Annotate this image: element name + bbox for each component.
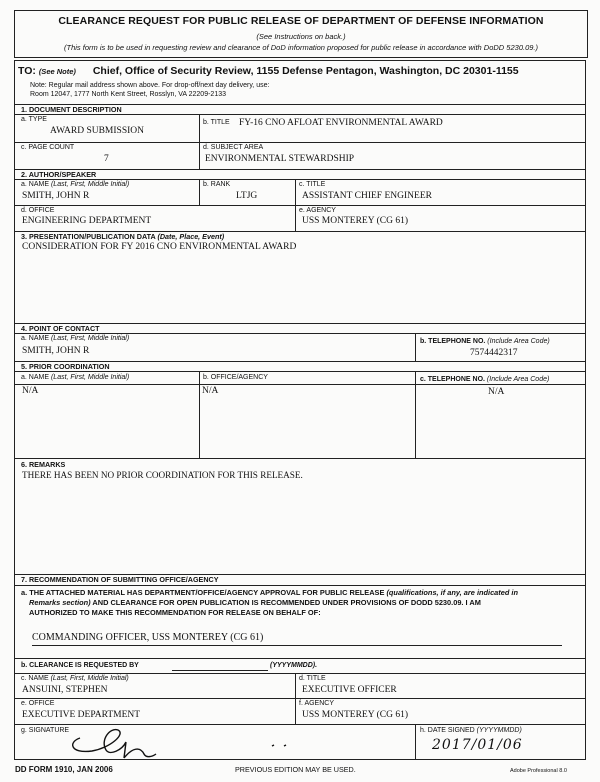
doc-type-label: a. TYPE <box>21 116 47 123</box>
author-title-label: c. TITLE <box>299 181 326 188</box>
author-name-label: a. NAME (Last, First, Middle Initial) <box>21 181 130 188</box>
delivery-note-line2: Room 12047, 1777 North Kent Street, Rosslyn, VA 22209-2133 <box>30 91 226 98</box>
recommender-agency-label: f. AGENCY <box>299 700 335 707</box>
recommendation-line2: Remarks section) AND CLEARANCE FOR OPEN PUBLICATION IS RECOMMENDED UNDER PROVISIONS OF DODD 5230.09. I AM <box>29 598 481 607</box>
prior-phone-label: c. TELEPHONE NO. (Include Area Code) <box>420 376 550 383</box>
subject-area-label: d. SUBJECT AREA <box>203 144 264 151</box>
subject-area-field[interactable]: ENVIRONMENTAL STEWARDSHIP <box>205 154 355 164</box>
date-signed-label: h. DATE SIGNED (YYYYMMDD) <box>420 727 522 734</box>
doc-type-field[interactable]: AWARD SUBMISSION <box>50 126 144 136</box>
recommendation-line1: a. THE ATTACHED MATERIAL HAS DEPARTMENT/OFFICE/AGENCY APPROVAL FOR PUBLIC RELEASE (qualifications, if any, are indicated in <box>21 588 519 597</box>
page-count-label: c. PAGE COUNT <box>21 144 75 151</box>
prior-name-label: a. NAME (Last, First, Middle Initial) <box>21 374 130 381</box>
page-count-field[interactable]: 7 <box>104 154 109 164</box>
prior-name-field[interactable]: N/A <box>22 386 39 396</box>
recommender-title-label: d. TITLE <box>299 675 326 682</box>
section-1-title: 1. DOCUMENT DESCRIPTION <box>21 105 122 114</box>
prior-office-label: b. OFFICE/AGENCY <box>203 374 268 381</box>
form-title: CLEARANCE REQUEST FOR PUBLIC RELEASE OF DEPARTMENT OF DEFENSE INFORMATION <box>58 15 544 27</box>
handwritten-signature[interactable] <box>40 724 300 760</box>
recommender-office-field[interactable]: EXECUTIVE DEPARTMENT <box>22 710 141 720</box>
author-office-field[interactable]: ENGINEERING DEPARTMENT <box>22 216 152 226</box>
remarks-field[interactable]: THERE HAS BEEN NO PRIOR COORDINATION FOR THIS RELEASE. <box>22 470 303 480</box>
rank-label: b. RANK <box>203 181 231 188</box>
section-5-title: 5. PRIOR COORDINATION <box>21 362 110 371</box>
signature-label: g. SIGNATURE <box>21 727 70 734</box>
recommender-name-label: c. NAME (Last, First, Middle Initial) <box>21 675 129 682</box>
author-agency-field[interactable]: USS MONTEREY (CG 61) <box>302 216 408 226</box>
section-7-title: 7. RECOMMENDATION OF SUBMITTING OFFICE/AGENCY <box>21 575 219 584</box>
to-label: TO: <box>18 65 36 77</box>
recommender-name-field[interactable]: ANSUINI, STEPHEN <box>22 685 108 695</box>
recommender-agency-field[interactable]: USS MONTEREY (CG 61) <box>302 710 408 720</box>
presentation-data-field[interactable]: CONSIDERATION FOR FY 2016 CNO ENVIRONMENTAL AWARD <box>22 242 297 252</box>
recommendation-line3: AUTHORIZED TO MAKE THIS RECOMMENDATION FOR RELEASE ON BEHALF OF: <box>29 608 321 617</box>
recommender-title-field[interactable]: EXECUTIVE OFFICER <box>302 685 397 695</box>
edition-note: PREVIOUS EDITION MAY BE USED. <box>235 765 356 774</box>
form-purpose: (This form is to be used in requesting review and clearance of DoD information proposed for public release in accordance with DoDD 5230.09.) <box>64 43 538 52</box>
section-2-title: 2. AUTHOR/SPEAKER <box>21 170 97 179</box>
section-3-title: 3. PRESENTATION/PUBLICATION DATA (Date, Place, Event) <box>21 232 225 241</box>
section-4-title: 4. POINT OF CONTACT <box>21 324 100 333</box>
delivery-note <box>30 81 269 99</box>
recommender-office-label: e. OFFICE <box>21 700 55 707</box>
poc-name-field[interactable]: SMITH, JOHN R <box>22 346 90 356</box>
to-address: Chief, Office of Security Review, 1155 Defense Pentagon, Washington, DC 20301-1155 <box>92 65 519 77</box>
author-name-field[interactable]: SMITH, JOHN R <box>22 191 90 201</box>
form-subtitle: (See Instructions on back.) <box>256 32 346 41</box>
software-note: Adobe Professional 8.0 <box>510 768 567 774</box>
delivery-note-line1: Note: Regular mail address shown above. For drop-off/next day delivery, use: <box>30 82 270 89</box>
form-header <box>14 10 588 58</box>
author-office-label: d. OFFICE <box>21 207 55 214</box>
to-note: (See Note) <box>38 67 76 76</box>
doc-title-label: b. TITLE <box>203 119 230 126</box>
author-title-field[interactable]: ASSISTANT CHIEF ENGINEER <box>302 191 432 201</box>
doc-title-field[interactable]: FY-16 CNO AFLOAT ENVIRONMENTAL AWARD <box>239 118 443 128</box>
poc-phone-label: b. TELEPHONE NO. (Include Area Code) <box>420 338 550 345</box>
form-id: DD FORM 1910, JAN 2006 <box>15 765 113 774</box>
date-signed-field[interactable]: 2017/01/06 <box>432 737 523 753</box>
prior-phone-field[interactable]: N/A <box>488 387 505 397</box>
author-agency-label: e. AGENCY <box>299 207 336 214</box>
clearance-by-label: b. CLEARANCE IS REQUESTED BY <box>21 662 139 669</box>
rank-field[interactable]: LTJG <box>236 191 258 201</box>
on-behalf-field[interactable]: COMMANDING OFFICER, USS MONTEREY (CG 61) <box>32 632 264 643</box>
section-6-title: 6. REMARKS <box>21 460 66 469</box>
prior-office-field[interactable]: N/A <box>202 386 219 396</box>
clearance-date-hint: (YYYYMMDD). <box>270 662 318 669</box>
poc-name-label: a. NAME (Last, First, Middle Initial) <box>21 335 130 342</box>
poc-phone-field[interactable]: 7574442317 <box>470 348 518 358</box>
form-body <box>14 60 586 760</box>
to-line <box>18 65 519 77</box>
